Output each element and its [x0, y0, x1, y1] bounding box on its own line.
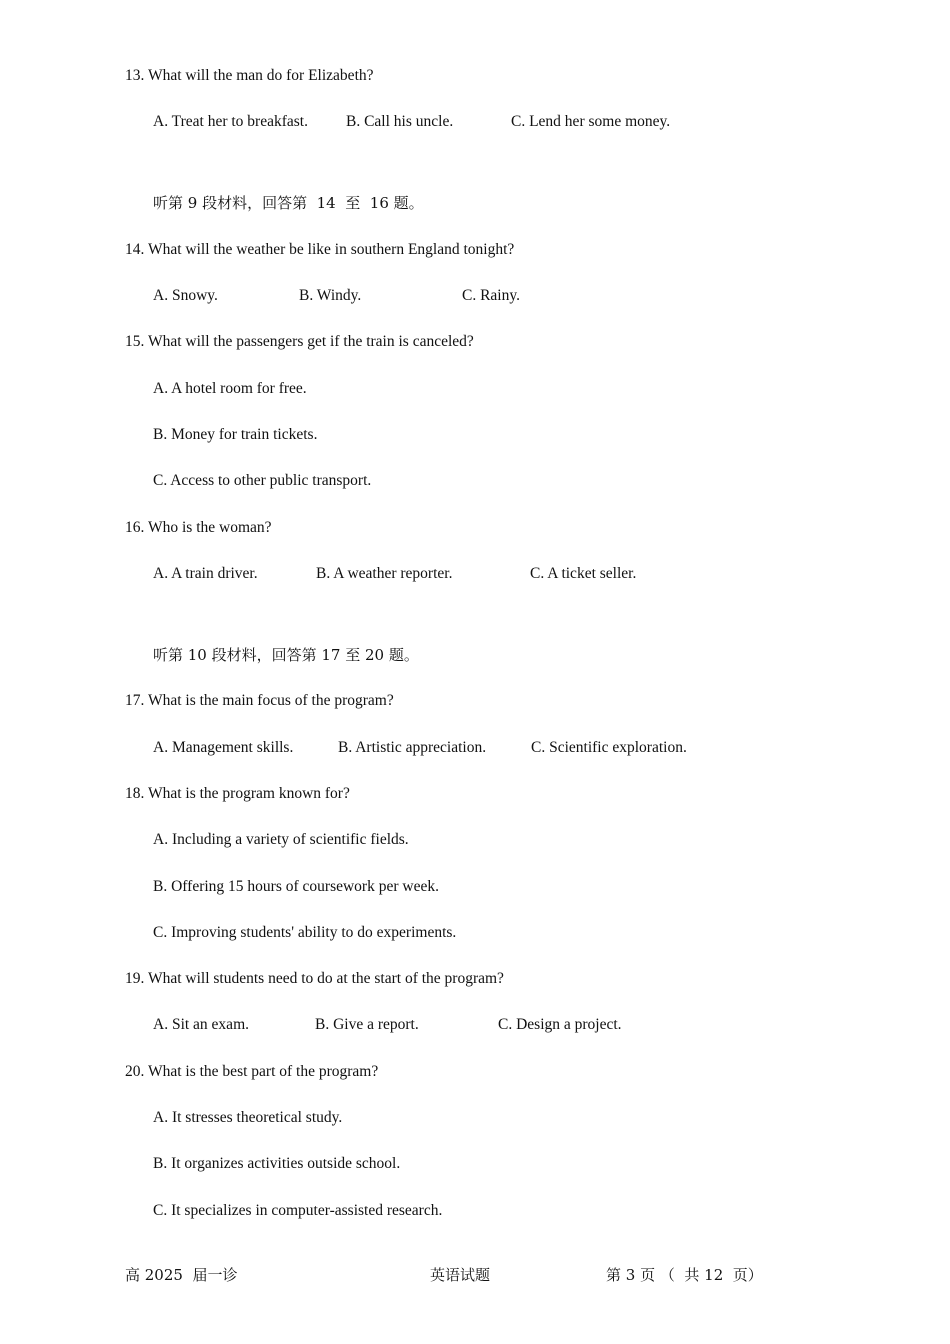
question-16: 16. Who is the woman? [125, 519, 272, 536]
q17-option-b: B. Artistic appreciation. [338, 739, 487, 756]
section-10-instruction: 听第 10 段材料，回答第 17 至 20 题。 [153, 646, 419, 664]
question-13: 13. What will the man do for Elizabeth? [125, 67, 374, 84]
footer-exam-name: 高 2025 届一诊 [125, 1266, 238, 1284]
q17-option-a: A. Management skills. [153, 739, 294, 756]
q15-option-a: A. A hotel room for free. [153, 380, 307, 397]
q19-option-c: C. Design a project. [498, 1016, 622, 1033]
question-14: 14. What will the weather be like in southern England tonight? [125, 241, 515, 258]
footer-subject: 英语试题 [430, 1266, 491, 1284]
q14-option-a: A. Snowy. [153, 287, 218, 304]
q18-option-a: A. Including a variety of scientific fields. [153, 831, 409, 848]
q13-option-a: A. Treat her to breakfast. [153, 113, 308, 130]
q19-option-b: B. Give a report. [315, 1016, 419, 1033]
q16-option-c: C. A ticket seller. [530, 565, 637, 582]
q18-option-c: C. Improving students' ability to do experiments. [153, 924, 457, 941]
section-9-instruction: 听第 9 段材料，回答第 14 至 16 题。 [153, 194, 424, 212]
q14-option-b: B. Windy. [299, 287, 362, 304]
q19-option-a: A. Sit an exam. [153, 1016, 249, 1033]
footer-page-number: 第 3 页 （ 共 12 页） [606, 1266, 763, 1284]
q15-option-b: B. Money for train tickets. [153, 426, 318, 443]
q16-option-b: B. A weather reporter. [316, 565, 453, 582]
question-15: 15. What will the passengers get if the train is canceled? [125, 333, 474, 350]
question-18: 18. What is the program known for? [125, 785, 350, 802]
q20-option-a: A. It stresses theoretical study. [153, 1109, 343, 1126]
question-17: 17. What is the main focus of the program? [125, 692, 394, 709]
q13-option-c: C. Lend her some money. [511, 113, 671, 130]
question-20: 20. What is the best part of the program? [125, 1063, 379, 1080]
q17-option-c: C. Scientific exploration. [531, 739, 687, 756]
q13-option-b: B. Call his uncle. [346, 113, 454, 130]
q16-option-a: A. A train driver. [153, 565, 258, 582]
q14-option-c: C. Rainy. [462, 287, 520, 304]
q20-option-b: B. It organizes activities outside school. [153, 1155, 401, 1172]
q15-option-c: C. Access to other public transport. [153, 472, 372, 489]
question-19: 19. What will students need to do at the start of the program? [125, 970, 504, 987]
q18-option-b: B. Offering 15 hours of coursework per week. [153, 878, 439, 895]
q20-option-c: C. It specializes in computer-assisted research. [153, 1202, 443, 1219]
